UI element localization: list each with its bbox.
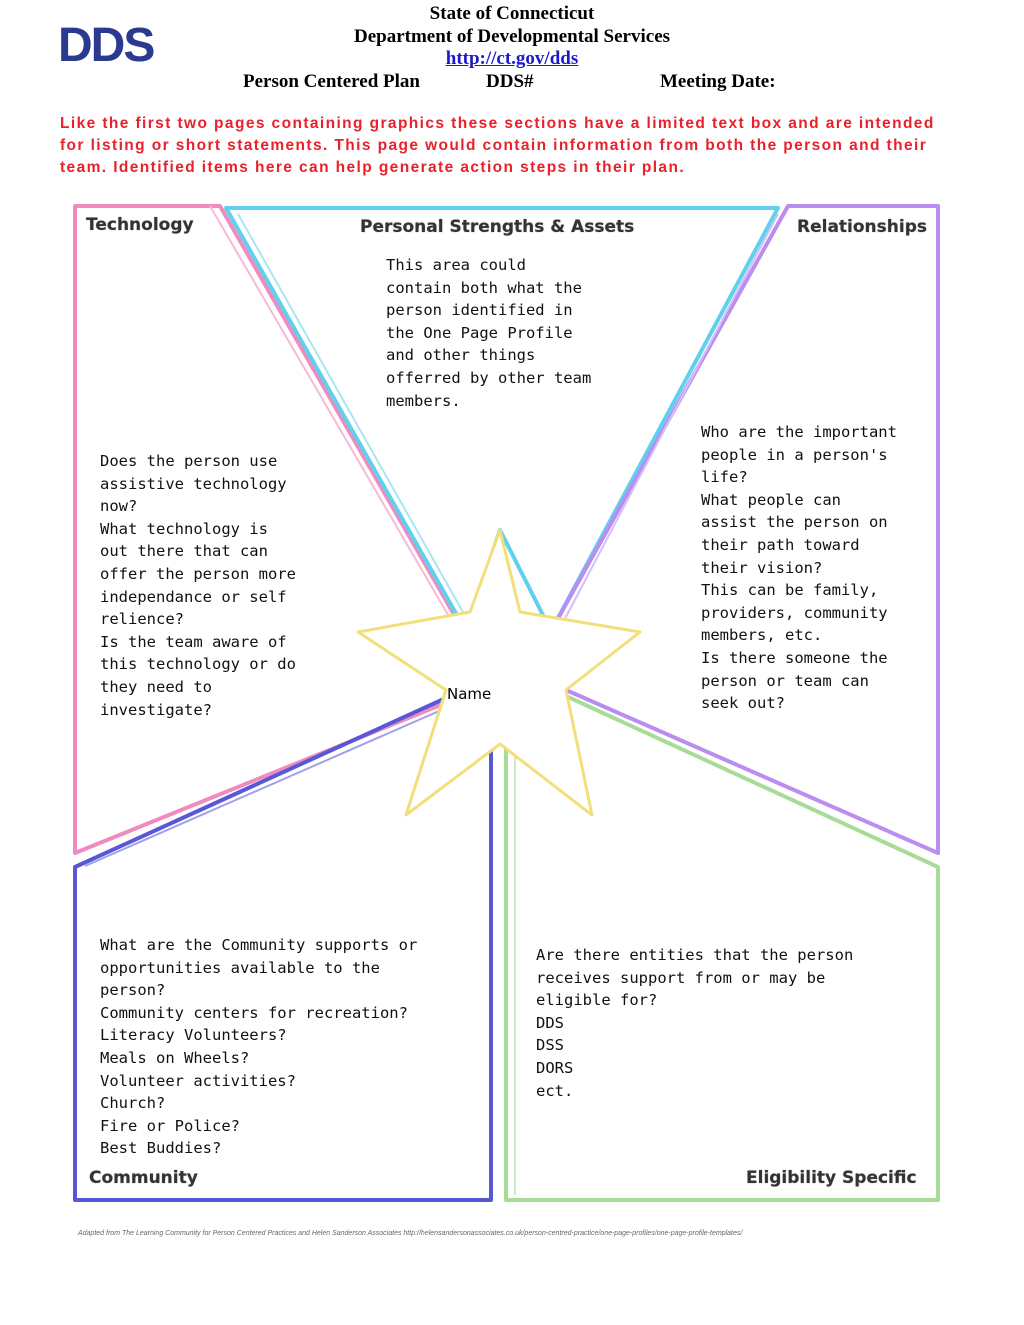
meeting-date-label: Meeting Date: [660,71,776,92]
intro-instructions: Like the first two pages containing graphics these sections have a limited text box and are intended for listing or short statements. This page would contain information from both the person and their team. Identified items here can help generate action steps in their plan. [60,115,935,176]
community-inner-line [85,708,446,866]
header-department: Department of Developmental Services [353,26,671,47]
technology-text[interactable]: Does the person use assistive technology now? What technology is out there that can offer the person more independance or self relience? Is the team aware of this technology or do they need to investigate? [100,452,296,719]
eligibility-title: Eligibility Specific [746,1168,917,1188]
community-title: Community [89,1168,198,1188]
center-name-field[interactable]: Name [447,685,492,703]
relationships-text[interactable]: Who are the important people in a person's life? What people can assist the person on their path toward their vision? This can be family, providers, community members, etc. Is there someone the person or team can seek out? [701,423,897,713]
header-state: State of Connecticut [429,3,595,24]
dds-number-label: DDS# [486,71,534,92]
plan-label: Person Centered Plan [243,71,420,92]
technology-title: Technology [86,215,194,235]
strengths-text[interactable]: This area could contain both what the person identified in the One Page Profile and other things offerred by other team members. [386,256,592,410]
strengths-title: Personal Strengths & Assets [360,217,635,237]
relationships-title: Relationships [797,217,927,237]
header-link[interactable]: http://ct.gov/dds [445,48,579,69]
center-star [358,530,640,815]
community-text[interactable]: What are the Community supports or opportunities available to the person? Community centers for recreation? Literacy Volunteers? Meals on Wheels? Volunteer activities? Church? Fire or Police? Best Buddies? [100,936,418,1158]
attribution-footnote: Adapted from The Learning Community for Person Centered Practices and Helen Sanderson Associates http://helensandersonassociates.co.uk/person-centred-practice/one-page-profiles/one-page-profile-templates/ [78,1230,743,1237]
logo-text: DDS [58,24,154,64]
eligibility-text[interactable]: Are there entities that the person receives support from or may be eligible for? DDS DSS DORS ect. [536,946,854,1100]
